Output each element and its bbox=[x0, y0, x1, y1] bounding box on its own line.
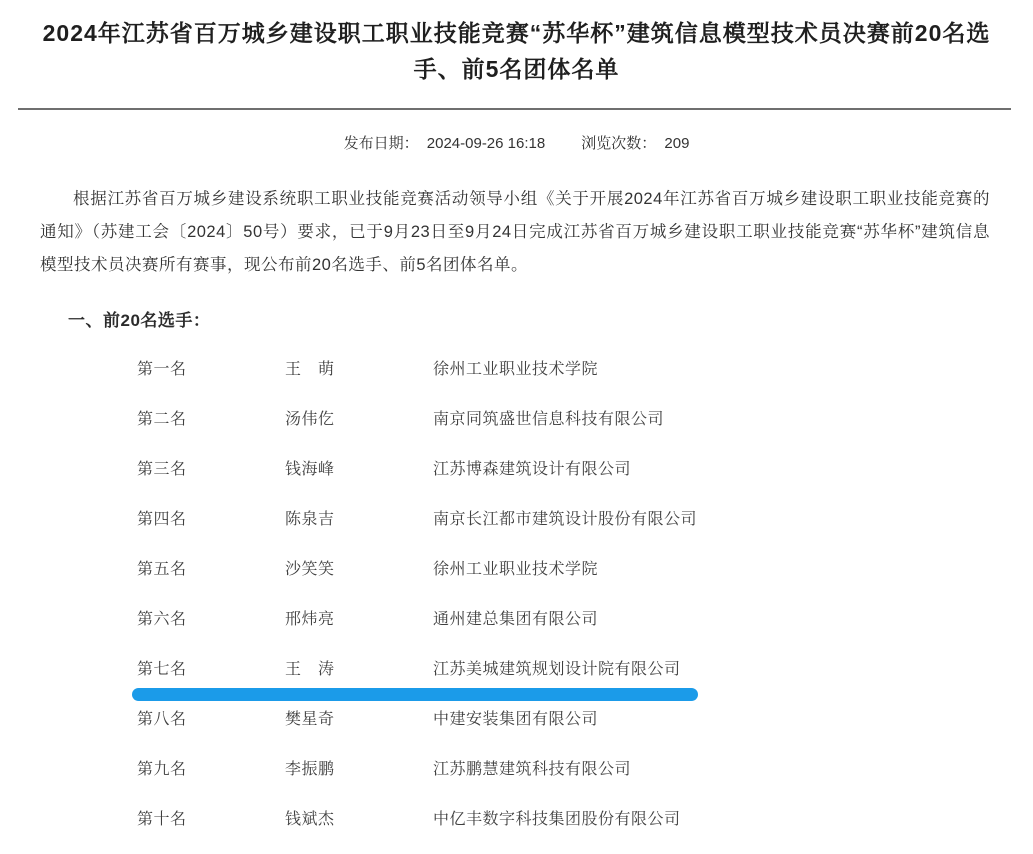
winners-list bbox=[137, 342, 993, 842]
winner-row bbox=[137, 542, 993, 592]
view-count-value: 209 bbox=[664, 135, 690, 152]
winner-row bbox=[137, 392, 993, 442]
winner-org: 江苏博森建筑设计有限公司 bbox=[433, 460, 632, 478]
winner-row bbox=[137, 492, 993, 542]
meta-bar bbox=[0, 132, 1033, 153]
winner-rank: 第七名 bbox=[137, 660, 187, 678]
winner-rank: 第八名 bbox=[137, 710, 187, 728]
winner-name: 沙笑笑 bbox=[285, 560, 335, 578]
winner-org: 中亿丰数字科技集团股份有限公司 bbox=[433, 810, 681, 828]
winner-row bbox=[137, 792, 993, 842]
winner-org: 江苏美城建筑规划设计院有限公司 bbox=[433, 660, 681, 678]
winner-rank: 第五名 bbox=[137, 560, 187, 578]
winner-name: 陈泉吉 bbox=[285, 510, 335, 528]
winner-name: 李振鹏 bbox=[285, 760, 335, 778]
winner-rank: 第三名 bbox=[137, 460, 187, 478]
winner-org: 南京同筑盛世信息科技有限公司 bbox=[433, 410, 665, 428]
winner-name: 邢炜亮 bbox=[285, 610, 335, 628]
page-title: 2024年江苏省百万城乡建设职工职业技能竞赛“苏华杯”建筑信息模型技术员决赛前20名选手、前5名团体名单 bbox=[42, 20, 991, 82]
winner-rank: 第二名 bbox=[137, 410, 187, 428]
winner-rank: 第一名 bbox=[137, 360, 187, 378]
winner-name: 王 萌 bbox=[285, 360, 335, 378]
view-count bbox=[581, 132, 689, 153]
publish-date bbox=[344, 132, 546, 153]
winner-name: 樊星奇 bbox=[285, 710, 335, 728]
winner-rank: 第六名 bbox=[137, 610, 187, 628]
winner-rank: 第九名 bbox=[137, 760, 187, 778]
winner-org: 徐州工业职业技术学院 bbox=[433, 560, 599, 578]
winner-org: 江苏鹏慧建筑科技有限公司 bbox=[433, 760, 632, 778]
intro-paragraph: 根据江苏省百万城乡建设系统职工职业技能竞赛活动领导小组《关于开展2024年江苏省百万城乡建设职工职业技能竞赛的通知》（苏建工会〔2024〕50号）要求，已于9月23日至9月24日完成江苏省百万城乡建设职工职业技能竞赛“苏华杯”建筑信息模型技术员决赛所有赛事，现公布前20名选手、前5名团体名单。 bbox=[40, 190, 990, 274]
winner-name: 汤伟仡 bbox=[285, 410, 335, 428]
winner-row bbox=[137, 642, 993, 692]
winner-org: 南京长江都市建筑设计股份有限公司 bbox=[433, 510, 698, 528]
publish-date-label: 发布日期： bbox=[343, 135, 419, 152]
winner-rank: 第十名 bbox=[137, 810, 187, 828]
winner-org: 徐州工业职业技术学院 bbox=[433, 360, 599, 378]
view-count-label: 浏览次数： bbox=[581, 135, 657, 152]
winner-row bbox=[137, 592, 993, 642]
winner-name: 钱海峰 bbox=[285, 460, 335, 478]
winner-row bbox=[137, 342, 993, 392]
winner-row bbox=[137, 742, 993, 792]
publish-date-value: 2024-09-26 16:18 bbox=[426, 135, 546, 152]
winner-row bbox=[137, 442, 993, 492]
announcement-page bbox=[0, 15, 1033, 854]
section-heading: 一、前20名选手： bbox=[68, 311, 211, 330]
winner-org: 通州建总集团有限公司 bbox=[433, 610, 599, 628]
divider bbox=[18, 108, 1011, 110]
winner-rank: 第四名 bbox=[137, 510, 187, 528]
winner-name: 钱斌杰 bbox=[285, 810, 335, 828]
winner-row bbox=[137, 692, 993, 742]
winner-org: 中建安装集团有限公司 bbox=[433, 710, 599, 728]
winner-name: 王 涛 bbox=[285, 660, 335, 678]
